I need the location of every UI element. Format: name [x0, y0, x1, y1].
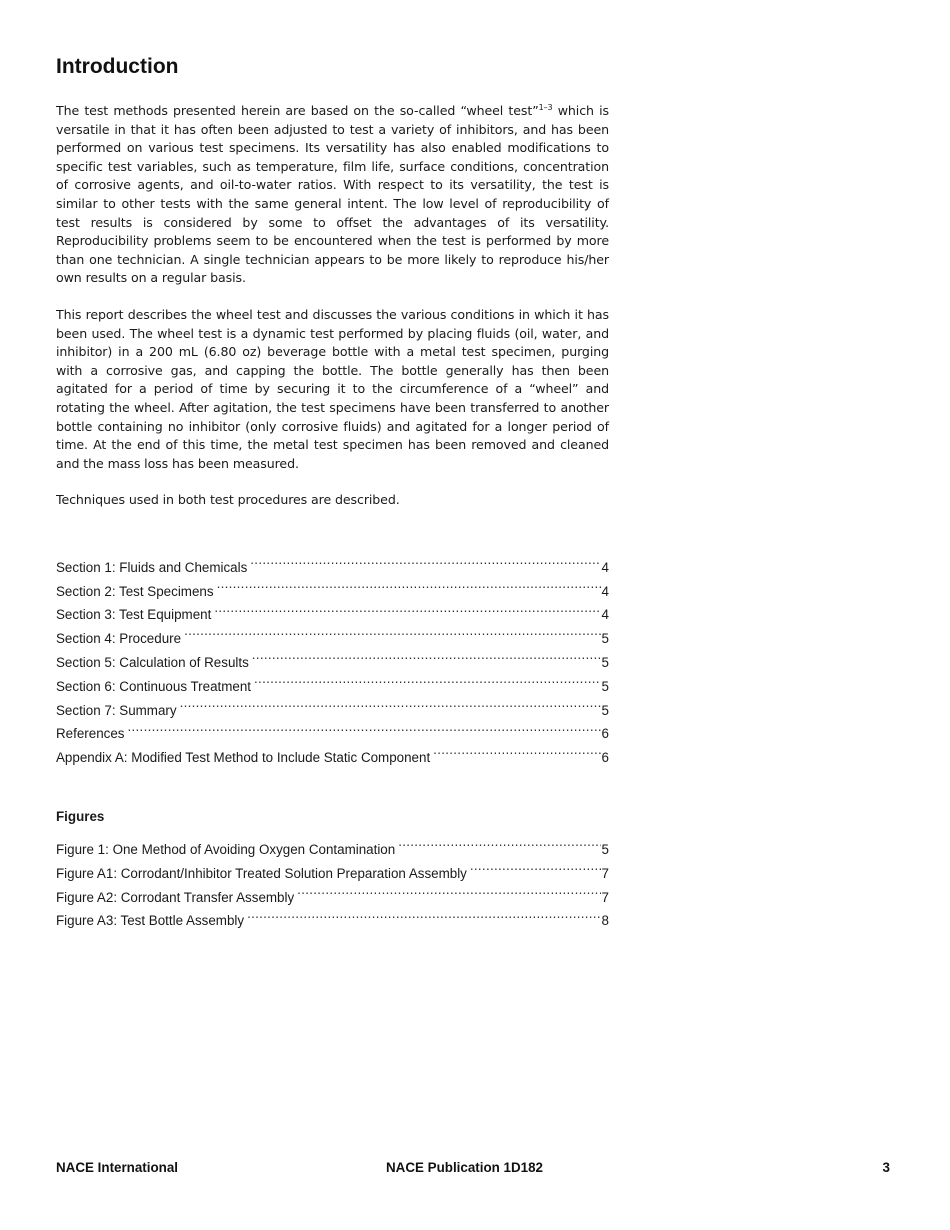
toc-entry[interactable]: [56, 627, 609, 651]
footer-publication: NACE Publication 1D182: [386, 1160, 544, 1175]
toc-leader-dots: [180, 701, 601, 715]
table-of-contents: [56, 556, 609, 770]
toc-entry-label: Section 2: Test Specimens: [56, 583, 214, 599]
page-footer: [56, 1160, 890, 1180]
toc-entry-page: 5: [601, 655, 609, 671]
toc-entry[interactable]: [56, 651, 609, 675]
toc-entry[interactable]: [56, 746, 609, 770]
toc-entry[interactable]: [56, 603, 609, 627]
document-page: [56, 52, 609, 933]
toc-entry-label: Section 7: Summary: [56, 702, 177, 718]
toc-entry-label: Section 1: Fluids and Chemicals: [56, 559, 248, 575]
footer-page-number: 3: [882, 1160, 890, 1175]
figure-entry[interactable]: [56, 909, 609, 933]
figure-entry[interactable]: [56, 838, 609, 862]
figure-entry-page: 8: [601, 913, 609, 929]
toc-entry[interactable]: [56, 699, 609, 723]
toc-entry[interactable]: [56, 722, 609, 746]
figure-entry-label: Figure A2: Corrodant Transfer Assembly: [56, 889, 295, 905]
toc-leader-dots: [470, 864, 601, 878]
toc-leader-dots: [433, 748, 600, 762]
figure-entry-label: Figure A3: Test Bottle Assembly: [56, 913, 245, 929]
intro-paragraph-2: This report describes the wheel test and discusses the various conditions in which it has been used. The wheel test is a dynamic test performed by placing fluids (oil, water, and inhibitor) in a 200 mL (6.80 oz) beverage bottle with a metal test specimen, purging with a corrosive gas, and capping the bottle. The bottle generally has then been agitated for a period of time by securing it to the circumference of a “wheel” and rotating the wheel. After agitation, the test specimens have been transferred to another bottle containing no inhibitor (only corrosive fluids) and agitated for a longer period of time. At the end of this time, the metal test specimen has been removed and cleaned and the mass loss has been measured.: [56, 306, 609, 471]
toc-leader-dots: [254, 677, 601, 691]
figure-entry-label: Figure 1: One Method of Avoiding Oxygen Contamination: [56, 842, 396, 858]
section-heading: Introduction: [56, 55, 179, 78]
toc-entry-label: Section 3: Test Equipment: [56, 607, 212, 623]
toc-entry-label: References: [56, 726, 125, 742]
paragraph-text: The test methods presented herein are based on the so-called “wheel test”: [56, 103, 539, 118]
toc-entry-page: 5: [601, 702, 609, 718]
toc-entry[interactable]: [56, 675, 609, 699]
toc-entry-page: 5: [601, 631, 609, 647]
figure-entry-page: 5: [601, 842, 609, 858]
toc-entry[interactable]: [56, 556, 609, 580]
toc-leader-dots: [252, 653, 601, 667]
toc-leader-dots: [247, 911, 600, 925]
toc-leader-dots: [127, 724, 600, 738]
toc-leader-dots: [217, 582, 601, 596]
toc-entry-label: Section 4: Procedure: [56, 631, 182, 647]
toc-entry-page: 4: [601, 583, 609, 599]
toc-entry-page: 5: [601, 678, 609, 694]
toc-leader-dots: [297, 888, 600, 902]
toc-entry-page: 6: [601, 726, 609, 742]
toc-entry-page: 6: [601, 750, 609, 766]
figure-entry-page: 7: [601, 865, 609, 881]
toc-leader-dots: [250, 558, 600, 572]
figure-entry-page: 7: [601, 889, 609, 905]
toc-leader-dots: [214, 605, 600, 619]
list-of-figures: [56, 838, 609, 933]
toc-entry-label: Section 6: Continuous Treatment: [56, 678, 252, 694]
figure-entry[interactable]: [56, 886, 609, 910]
paragraph-text: which is versatile in that it has often been adjusted to test a variety of inhibitors, and has been performed on various test specimens. Its versatility has also enabled modifications to specific test variables, such as temperature, film life, surface conditions, concentration of corrosive agents, and oil-to-water ratios. With respect to its versatility, the test is similar to other tests with the same general intent. The low level of reproducibility of test results is considered by some to offset the advantages of its versatility. Reproducibility problems seem to be encountered when the test is performed by more than one technician. A single technician appears to be more likely to reproduce his/her own results on a regular basis.: [56, 103, 609, 286]
intro-paragraph-1: [56, 102, 609, 288]
toc-entry-label: Appendix A: Modified Test Method to Include Static Component: [56, 750, 431, 766]
figure-entry[interactable]: [56, 862, 609, 886]
toc-leader-dots: [398, 840, 600, 854]
toc-entry-page: 4: [601, 607, 609, 623]
toc-entry-page: 4: [601, 559, 609, 575]
figures-heading: Figures: [56, 809, 105, 825]
reference-superscript: 1–3: [538, 103, 553, 112]
footer-organization: NACE International: [56, 1160, 179, 1175]
toc-leader-dots: [184, 629, 600, 643]
figure-entry-label: Figure A1: Corrodant/Inhibitor Treated Solution Preparation Assembly: [56, 865, 467, 881]
toc-entry[interactable]: [56, 580, 609, 604]
toc-entry-label: Section 5: Calculation of Results: [56, 655, 249, 671]
intro-paragraph-3: Techniques used in both test procedures are described.: [56, 492, 400, 508]
